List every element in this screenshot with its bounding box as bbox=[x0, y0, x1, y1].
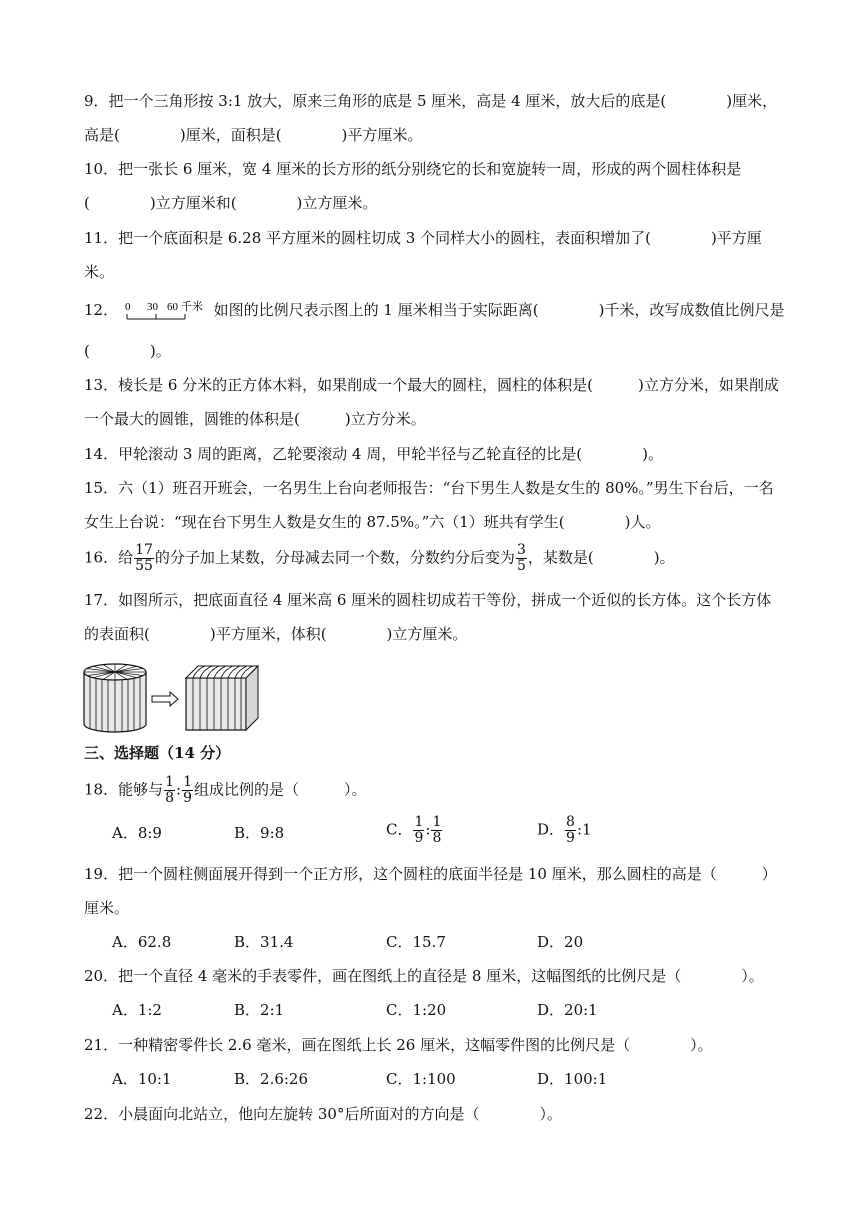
q21-option-d: D．100:1 bbox=[537, 1070, 608, 1088]
q16-mid: 的分子加上某数，分母减去同一个数，分数约分后变为 bbox=[154, 548, 515, 567]
q22-line1: 22．小晨面向北站立，他向左旋转 30°后所面对的方向是（ ）。 bbox=[84, 1105, 562, 1123]
q12-line1 bbox=[84, 300, 784, 322]
q18-c-f1-den: 9 bbox=[414, 830, 424, 846]
scale-label-unit: 千米 bbox=[180, 300, 203, 313]
scale-label-60: 60 bbox=[166, 301, 178, 313]
q20-option-d: D．20:1 bbox=[537, 1001, 598, 1019]
q18-frac1-den: 8 bbox=[165, 790, 175, 806]
q18-c-fraction-1 bbox=[413, 815, 424, 846]
q20-option-a: A．1:2 bbox=[112, 1001, 162, 1019]
q18-frac2-num: 1 bbox=[183, 774, 192, 790]
q11-line2: 米。 bbox=[84, 263, 115, 281]
q18-c-colon: : bbox=[425, 820, 431, 839]
q21-option-b: B．2.6:26 bbox=[234, 1070, 309, 1088]
q18-fraction-2 bbox=[182, 775, 193, 806]
q19-line1: 19．把一个圆柱侧面展开得到一个正方形，这个圆柱的底面半径是 10 厘米，那么圆柱的高是（ ） bbox=[84, 865, 777, 883]
q11-line1: 11．把一个底面积是 6.28 平方厘米的圆柱切成 3 个同样大小的圆柱，表面积增加了( )平方厘 bbox=[84, 229, 762, 247]
cuboid-figure bbox=[186, 666, 258, 730]
q10-line1: 10．把一张长 6 厘米，宽 4 厘米的长方形的纸分别绕它的长和宽旋转一周，形成的两个圆柱体积是 bbox=[84, 160, 742, 178]
q18-d-fraction bbox=[565, 815, 576, 846]
q18-colon: : bbox=[176, 780, 182, 799]
q15-line1: 15．六（1）班召开班会，一名男生上台向老师报告：“台下男生人数是女生的 80%。”男生下台后，一名 bbox=[84, 479, 774, 497]
q19-option-c: C．15.7 bbox=[386, 933, 446, 951]
q16-pre: 16．给 bbox=[84, 548, 134, 567]
q18-frac2-den: 9 bbox=[183, 790, 192, 806]
section-3-heading: 三、选择题（14 分） bbox=[84, 744, 231, 762]
q16-line bbox=[84, 543, 675, 574]
q21-option-c: C．1:100 bbox=[386, 1070, 456, 1088]
q18-line bbox=[84, 775, 367, 806]
q18-option-a: A．8:9 bbox=[112, 824, 162, 842]
cylinder-figure bbox=[84, 664, 146, 732]
q12-text: 如图的比例尺表示图上的 1 厘米相当于实际距离( )千米，改写成数值比例尺是 bbox=[213, 301, 785, 319]
q18-frac1-num: 1 bbox=[165, 774, 175, 790]
q13-line1: 13．棱长是 6 分米的正方体木料，如果削成一个最大的圆柱，圆柱的体积是( )立方分米，如果削成 bbox=[84, 376, 779, 394]
q16-frac1-num: 17 bbox=[135, 542, 153, 558]
q18-d-label: D． bbox=[537, 820, 565, 839]
q15-line2: 女生上台说：“现在台下男生人数是女生的 87.5%。”六（1）班共有学生( )人。 bbox=[84, 513, 661, 531]
q19-option-a: A．62.8 bbox=[112, 933, 172, 951]
q13-line2: 一个最大的圆锥，圆锥的体积是( )立方分米。 bbox=[84, 410, 426, 428]
q20-line1: 20．把一个直径 4 毫米的手表零件，画在图纸上的直径是 8 厘米，这幅图纸的比例尺是（ ）。 bbox=[84, 967, 764, 985]
q9-line2: 高是( )厘米，面积是( )平方厘米。 bbox=[84, 126, 423, 144]
q18-pre: 18．能够与 bbox=[84, 780, 164, 799]
q16-post: ，某数是( )。 bbox=[527, 548, 675, 567]
q18-d-num: 8 bbox=[566, 814, 575, 830]
q17-line2: 的表面积( )平方厘米，体积( )立方厘米。 bbox=[84, 625, 468, 643]
q21-line1: 21．一种精密零件长 2.6 毫米，画在图纸上长 26 厘米，这幅零件图的比例尺是（ ）。 bbox=[84, 1036, 713, 1054]
q17-line1: 17．如图所示，把底面直径 4 厘米高 6 厘米的圆柱切成若干等份，拼成一个近似的长方体。这个长方体 bbox=[84, 591, 772, 609]
q12-number: 12． bbox=[84, 301, 119, 319]
q18-d-den: 9 bbox=[566, 830, 575, 846]
q18-option-d bbox=[537, 815, 592, 846]
q18-c-f1-num: 1 bbox=[414, 814, 424, 830]
q20-option-b: B．2:1 bbox=[234, 1001, 285, 1019]
q12-line2: ( )。 bbox=[84, 342, 171, 360]
arrow-icon bbox=[152, 692, 178, 706]
q18-option-b: B．9:8 bbox=[234, 824, 285, 842]
scale-label-0: 0 bbox=[124, 301, 131, 313]
q18-c-f2-num: 1 bbox=[432, 814, 442, 830]
q21-option-a: A．10:1 bbox=[112, 1070, 172, 1088]
q19-line2: 厘米。 bbox=[84, 899, 130, 917]
scale-label-30: 30 bbox=[146, 301, 158, 313]
q10-line2: ( )立方厘米和( )立方厘米。 bbox=[84, 194, 378, 212]
q18-c-f2-den: 8 bbox=[432, 830, 442, 846]
q20-option-c: C．1:20 bbox=[386, 1001, 447, 1019]
q19-option-d: D．20 bbox=[537, 933, 584, 951]
q18-fraction-1 bbox=[164, 775, 175, 806]
q16-frac2-num: 3 bbox=[516, 542, 526, 558]
q14-line1: 14．甲轮滚动 3 周的距离，乙轮要滚动 4 周，甲轮半径与乙轮直径的比是( )。 bbox=[84, 445, 663, 463]
q19-option-b: B．31.4 bbox=[234, 933, 294, 951]
q16-frac2-den: 5 bbox=[516, 558, 526, 574]
q16-fraction-1 bbox=[134, 543, 154, 574]
cylinder-to-cuboid-figure bbox=[80, 660, 270, 734]
q18-option-c bbox=[386, 815, 443, 846]
scale-bar-figure bbox=[123, 300, 209, 322]
q16-fraction-2 bbox=[516, 543, 527, 574]
q18-post: 组成比例的是（ ）。 bbox=[194, 780, 367, 799]
q18-c-fraction-2 bbox=[431, 815, 442, 846]
q9-line1: 9．把一个三角形按 3:1 放大，原来三角形的底是 5 厘米，高是 4 厘米，放大后的底是( )厘米， bbox=[84, 92, 778, 110]
q18-c-label: C． bbox=[386, 820, 413, 839]
q18-d-post: :1 bbox=[576, 820, 592, 839]
q16-frac1-den: 55 bbox=[135, 558, 153, 574]
